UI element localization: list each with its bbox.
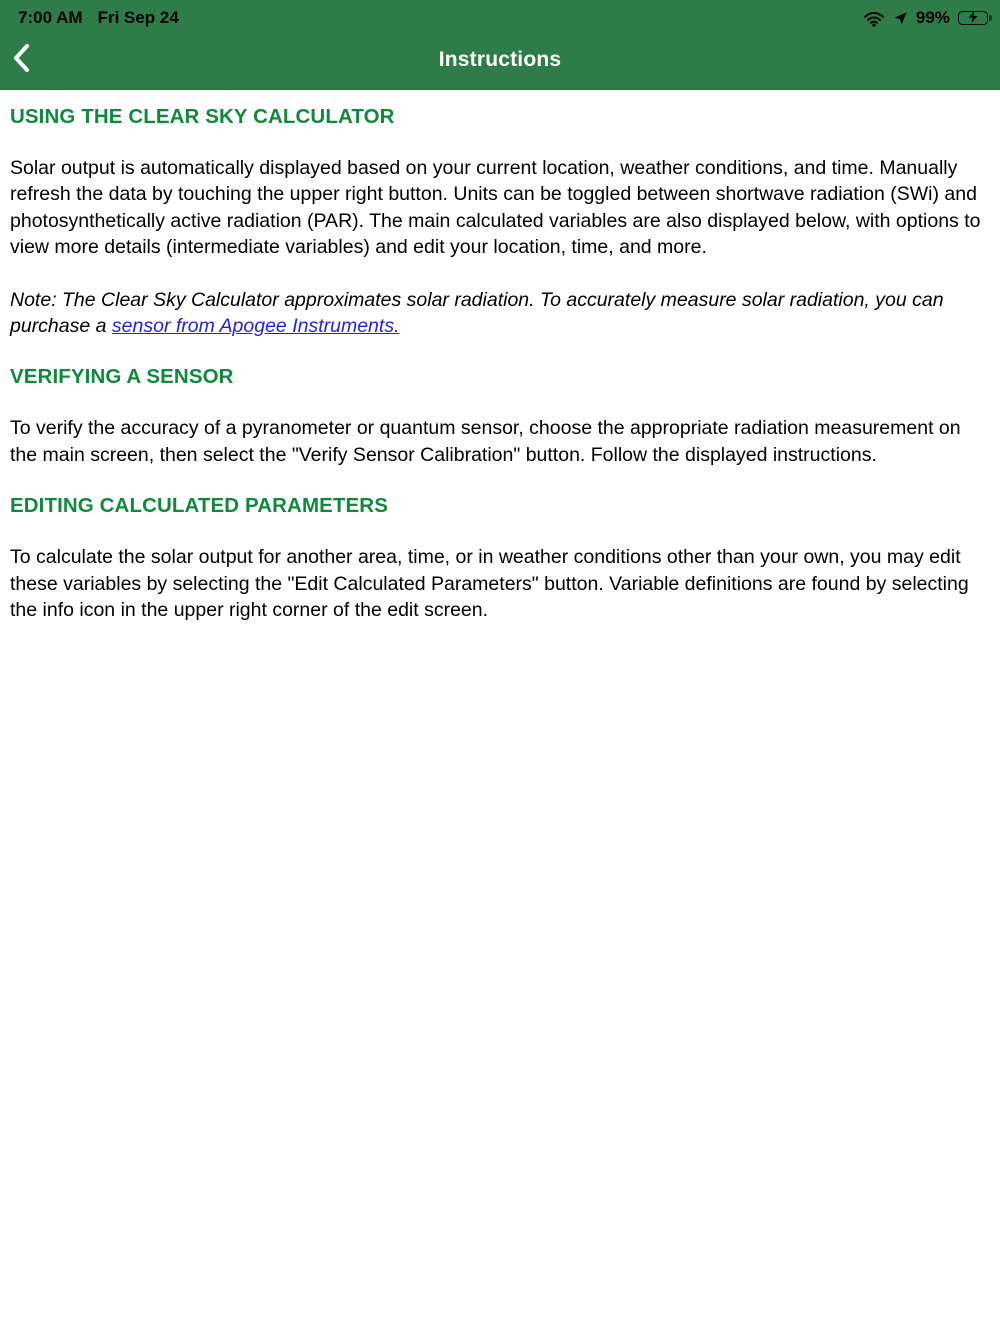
page-title: Instructions	[438, 47, 562, 71]
battery-body	[958, 11, 988, 25]
status-time: 7:00 AM	[18, 8, 83, 27]
status-right-group	[863, 8, 992, 28]
back-button[interactable]	[10, 38, 54, 82]
paragraph-using: Solar output is automatically displayed based on your current location, weather conditions, and time. Manually refresh the data by touching the upper right button. Units can be toggled between shortwave radiation (SWi) and photosynthetically active radiation (PAR). The main calculated variables are also displayed below, with options to view more details (intermediate variables) and edit your location, time, and more.	[10, 157, 981, 259]
note-paragraph	[10, 287, 987, 340]
paragraph-editing: To calculate the solar output for another area, time, or in weather conditions other than your own, you may edit these variables by selecting the "Edit Calculated Parameters" button. Variable definitions are found by selecting the info icon in the upper right corner of the edit screen.	[10, 546, 969, 622]
chevron-left-icon	[10, 42, 32, 77]
section-heading-verifying: VERIFYING A SENSOR	[10, 365, 234, 389]
section-heading-editing: EDITING CALCULATED PARAMETERS	[10, 494, 388, 518]
nav-bar	[0, 30, 1000, 90]
note-text: Note: The Clear Sky Calculator approximates solar radiation. To accurately measure solar radiation, you can purchase a	[10, 288, 944, 338]
status-bar	[0, 0, 1000, 30]
battery-charging-icon	[958, 11, 992, 25]
location-arrow-icon	[893, 11, 908, 26]
lightning-bolt-icon	[968, 8, 978, 28]
status-date: Fri Sep 24	[97, 8, 179, 27]
content-scroll-area[interactable]	[0, 105, 1000, 623]
battery-percent: 99%	[915, 8, 950, 27]
apogee-sensor-link[interactable]: sensor from Apogee Instruments.	[111, 315, 400, 338]
wifi-icon	[863, 10, 885, 27]
app-bar	[0, 0, 1000, 90]
battery-nub	[989, 15, 992, 21]
paragraph-verifying: To verify the accuracy of a pyranometer or quantum sensor, choose the appropriate radiation measurement on the main screen, then select the "Verify Sensor Calibration" button. Follow the displayed instructions.	[10, 417, 961, 466]
status-left-group	[18, 8, 179, 28]
section-heading-using: USING THE CLEAR SKY CALCULATOR	[10, 105, 395, 128]
